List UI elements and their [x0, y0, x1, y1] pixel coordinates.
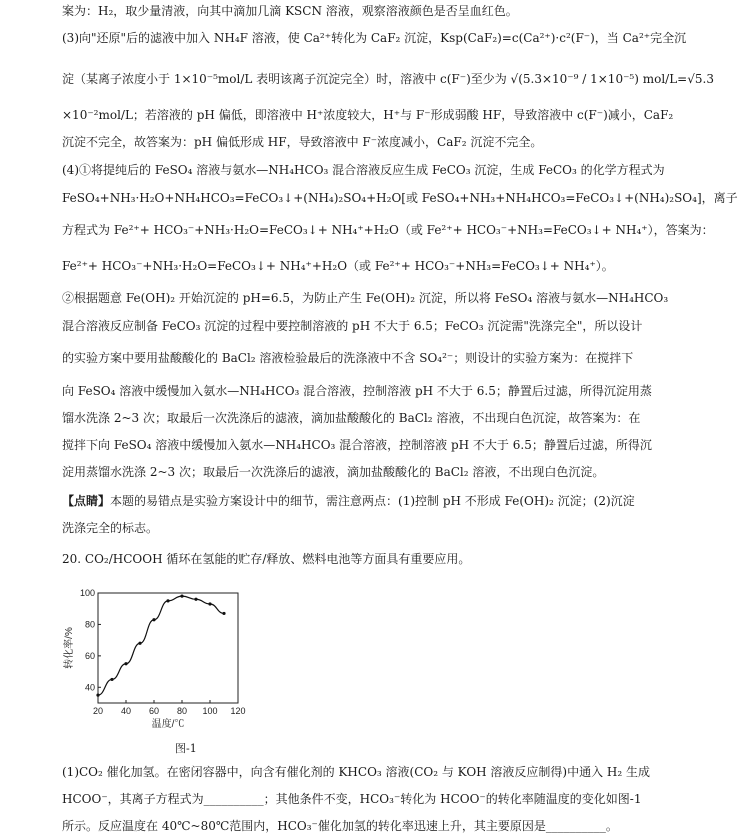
text-line: 馏水洗涤 2~3 次；取最后一次洗涤后的滤液，滴加盐酸酸化的 BaCl₂ 溶液，不出现白色沉淀，故答案为：在: [62, 411, 641, 425]
text-line: 方程式为 Fe²⁺+ HCO₃⁻+NH₃·H₂O=FeCO₃↓+ NH₄⁺+H₂O（或 Fe²⁺+ HCO₃⁻+NH₃=FeCO₃↓+ NH₄⁺），答案为：: [62, 223, 714, 237]
x-tick-label: 80: [176, 706, 188, 716]
figure-caption: 图-1: [175, 742, 197, 755]
text-line: 所示。反应温度在 40℃~80℃范围内，HCO₃⁻催化加氢的转化率迅速上升，其主要原因是__________。: [62, 819, 618, 833]
data-point: [166, 599, 169, 602]
text-line: (3)向"还原"后的滤液中加入 NH₄F 溶液，使 Ca²⁺转化为 CaF₂ 沉淀，Ksp(CaF₂)=c(Ca²⁺)·c²(F⁻)，当 Ca²⁺完全沉: [62, 31, 687, 45]
text-line: 向 FeSO₄ 溶液中缓慢加入氨水—NH₄HCO₃ 混合溶液，控制溶液 pH 不大于 6.5；静置后过滤，所得沉淀用蒸: [62, 384, 652, 398]
data-point: [180, 595, 183, 598]
x-tick-label: 20: [92, 706, 104, 716]
text-line: 洗涤完全的标志。: [62, 521, 159, 535]
text-line: (1)CO₂ 催化加氢。在密闭容器中，向含有催化剂的 KHCO₃ 溶液(CO₂ 与 KOH 溶液反应制得)中通入 H₂ 生成: [62, 765, 651, 779]
text-line: 淀（某离子浓度小于 1×10⁻⁵mol/L 表明该离子沉淀完全）时，溶液中 c(F⁻)至少为 √(5.3×10⁻⁹ / 1×10⁻⁵) mol/L=√5.3: [62, 72, 714, 86]
text-line: 淀用蒸馏水洗涤 2~3 次；取最后一次洗涤后的滤液，滴加盐酸酸化的 BaCl₂ 溶液，不出现白色沉淀。: [62, 465, 605, 479]
data-point: [96, 694, 99, 697]
text-line: [62, 494, 642, 508]
text-line: FeSO₄+NH₃·H₂O+NH₄HCO₃=FeCO₃↓+(NH₄)₂SO₄+H₂O[或 FeSO₄+NH₃+NH₄HCO₃=FeCO₃↓+(NH₄)₂SO₄]，离子: [62, 191, 738, 205]
data-point: [152, 618, 155, 621]
x-tick-label: 120: [230, 706, 246, 716]
text-line: Fe²⁺+ HCO₃⁻+NH₃·H₂O=FeCO₃↓+ NH₄⁺+H₂O（或 Fe²⁺+ HCO₃⁻+NH₃=FeCO₃↓+ NH₄⁺）。: [62, 259, 614, 273]
x-tick-label: 40: [120, 706, 132, 716]
data-point: [208, 602, 211, 605]
tip-label: 【点睛】: [62, 494, 111, 508]
text-line: ②根据题意 Fe(OH)₂ 开始沉淀的 pH=6.5，为防止产生 Fe(OH)₂ 沉淀，所以将 FeSO₄ 溶液与氨水—NH₄HCO₃: [62, 291, 669, 305]
conversion-line: [98, 596, 224, 695]
x-tick-label: 100: [202, 706, 218, 716]
text-line: (4)①将提纯后的 FeSO₄ 溶液与氨水—NH₄HCO₃ 混合溶液反应生成 FeCO₃ 沉淀，生成 FeCO₃ 的化学方程式为: [62, 163, 665, 177]
y-tick-label: 100: [79, 588, 95, 598]
conversion-chart: [60, 585, 250, 750]
data-point: [222, 612, 225, 615]
tip-text: 本题的易错点是实验方案设计中的细节，需注意两点：(1)控制 pH 不形成 Fe(OH)₂ 沉淀；(2)沉淀: [110, 494, 635, 508]
data-point: [124, 662, 127, 665]
y-tick-label: 60: [84, 650, 95, 661]
x-axis-title: 温度/℃: [151, 719, 185, 730]
x-tick-label: 60: [148, 706, 160, 716]
text-line: 20. CO₂/HCOOH 循环在氢能的贮存/释放、燃料电池等方面具有重要应用。: [62, 552, 471, 566]
data-point: [138, 642, 141, 645]
text-line: 沉淀不完全，故答案为：pH 偏低形成 HF，导致溶液中 F⁻浓度减小，CaF₂ 沉淀不完全。: [62, 135, 543, 149]
text-line: 混合溶液反应制备 FeCO₃ 沉淀的过程中要控制溶液的 pH 不大于 6.5；FeCO₃ 沉淀需"洗涤完全"，所以设计: [62, 319, 643, 333]
text-line: 搅拌下向 FeSO₄ 溶液中缓慢加入氨水—NH₄HCO₃ 混合溶液，控制溶液 pH 不大于 6.5；静置后过滤，所得沉: [62, 438, 652, 452]
text-line: ×10⁻²mol/L；若溶液的 pH 偏低，即溶液中 H⁺浓度较大，H⁺与 F⁻形成弱酸 HF，导致溶液中 c(F⁻)减小，CaF₂: [62, 108, 674, 122]
data-point: [110, 678, 113, 681]
y-tick-label: 80: [84, 619, 95, 630]
text-line: HCOO⁻，其离子方程式为__________；其他条件不变，HCO₃⁻转化为 HCOO⁻的转化率随温度的变化如图-1: [62, 792, 642, 806]
text-line: 案为：H₂，取少量清液，向其中滴加几滴 KSCN 溶液，观察溶液颜色是否呈血红色。: [62, 4, 518, 18]
y-axis-title: 转化率/%: [64, 627, 75, 669]
y-tick-label: 40: [84, 682, 95, 693]
chart-svg: [60, 585, 250, 735]
text-line: 的实验方案中要用盐酸酸化的 BaCl₂ 溶液检验最后的洗涤液中不含 SO₄²⁻；则设计的实验方案为：在搅拌下: [62, 351, 634, 365]
data-point: [194, 598, 197, 601]
